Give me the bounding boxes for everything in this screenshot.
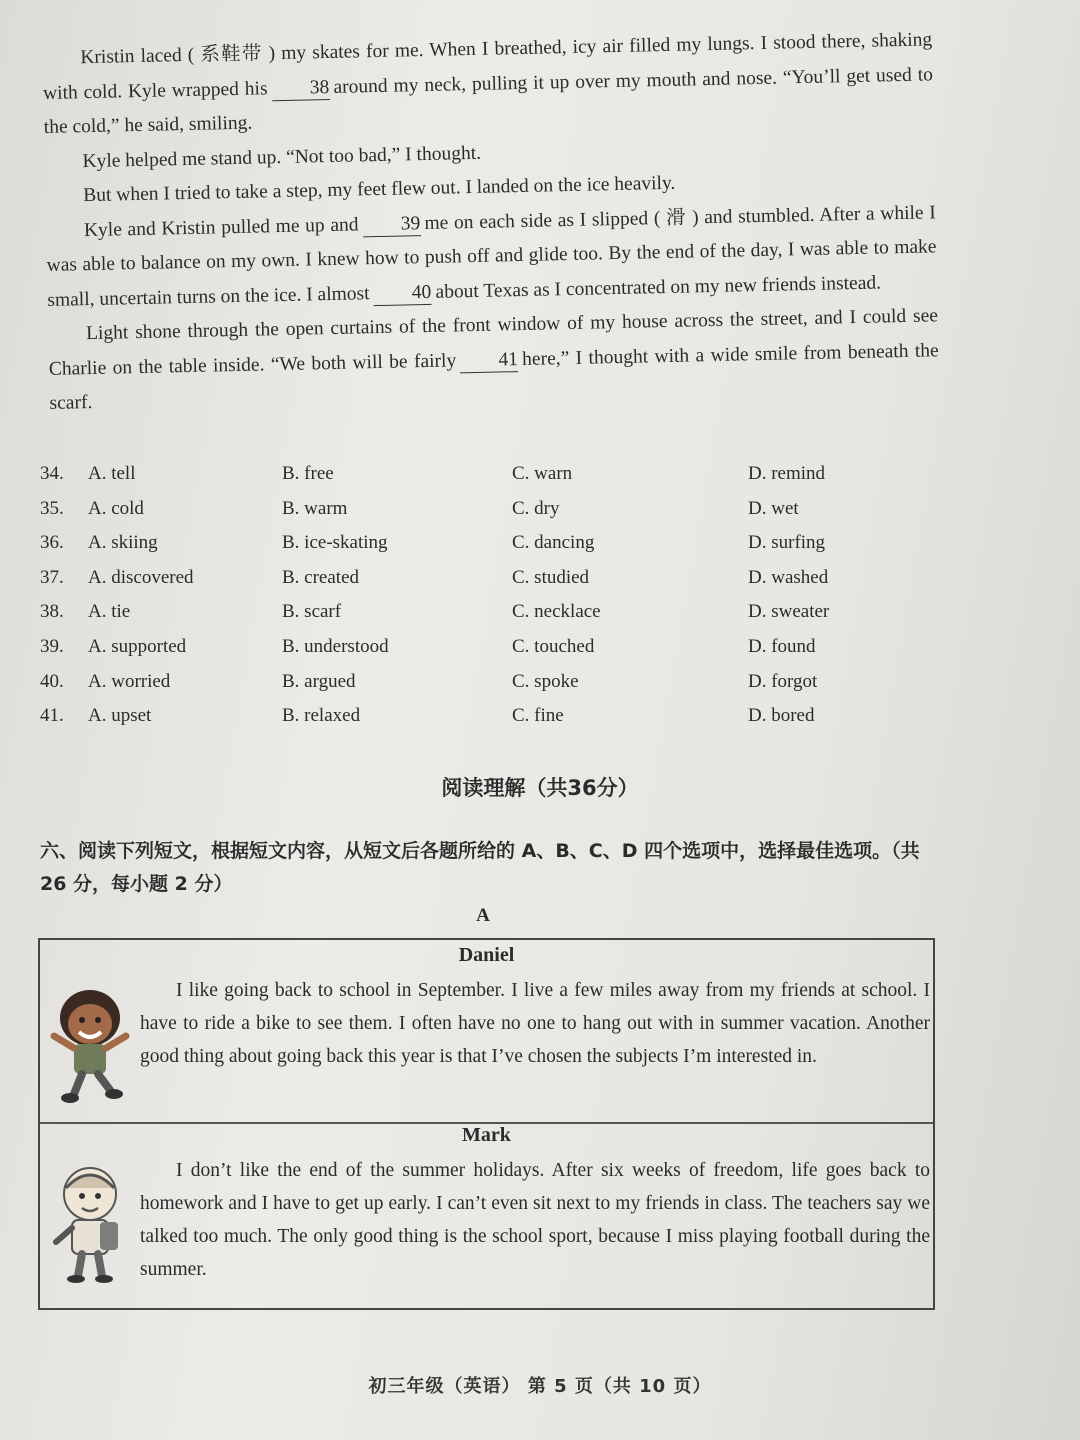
option-c[interactable]: C. warn <box>512 463 573 484</box>
option-c[interactable]: C. fine <box>512 705 564 727</box>
text-segment: Kyle helped me stand up. “Not too bad,” I thought. <box>82 142 482 172</box>
option-a[interactable]: A. discovered <box>88 566 194 588</box>
option-c[interactable]: C. dancing <box>512 532 595 554</box>
page-footer: 初三年级（英语） 第 5 页（共 10 页） <box>368 1376 712 1397</box>
option-d[interactable]: D. forgot <box>748 670 818 692</box>
passage-paragraph <box>42 23 934 145</box>
blank-41: 41 <box>460 349 518 373</box>
person-statement: I like going back to school in September. I live a few miles away from my friends at school. I have to ride a bike to see them. I often have no one to hang out with in summer vacation. Another good thing about going back this year is that I’ve chosen the subjects I’m interested in. <box>140 980 930 1067</box>
option-c[interactable]: C. touched <box>512 635 595 657</box>
boy-cartoon-icon <box>46 978 134 1104</box>
option-b[interactable]: B. free <box>282 463 334 484</box>
text-segment: me on each side as I slipped ( 滑 ) and stumbled. After a while I was able to balance on my own. I knew how to push off and glide too. By the end of the day, I was able to make small, uncertain turns on the ice. I almost <box>46 201 937 311</box>
person-name: Daniel <box>458 944 515 966</box>
question-row <box>40 636 930 671</box>
person-statement: I don’t like the end of the summer holidays. After six weeks of freedom, life goes back to homework and I have to get up early. I can’t even sit next to my friends in class. The teachers say we talked too much. The only good thing is the school sport, because I miss playing football during the summer. <box>140 1160 930 1280</box>
question-number: 38. <box>40 601 64 623</box>
option-b[interactable]: B. scarf <box>282 601 342 623</box>
question-row <box>40 498 930 533</box>
option-b[interactable]: B. understood <box>282 635 389 657</box>
option-b[interactable]: B. created <box>282 566 360 588</box>
option-c[interactable]: C. necklace <box>512 601 601 623</box>
option-a[interactable]: A. skiing <box>88 532 158 554</box>
option-a[interactable]: A. tie <box>88 601 131 623</box>
option-d[interactable]: D. bored <box>748 705 815 727</box>
blank-39: 39 <box>362 213 420 237</box>
reading-box <box>38 938 935 1310</box>
question-row <box>40 705 930 740</box>
passage-paragraph <box>46 196 938 318</box>
option-a[interactable]: A. tell <box>88 463 136 484</box>
text-segment: here,” I thought with a wide smile from beneath the scarf. <box>49 339 939 414</box>
option-b[interactable]: B. argued <box>282 670 356 692</box>
question-row <box>40 567 930 602</box>
option-a[interactable]: A. cold <box>88 497 144 519</box>
blank-38: 38 <box>271 76 329 100</box>
text-segment: Kristin laced ( 系鞋带 ) my skates for me. When I breathed, icy air filled my lungs. I stood there, shaking with cold. Kyle wrapped his <box>42 29 933 104</box>
option-b[interactable]: B. ice-skating <box>282 532 388 554</box>
question-number: 34. <box>40 463 64 484</box>
text-segment: about Texas as I concentrated on my new friends instead. <box>435 271 882 303</box>
section-instructions: 六、阅读下列短文，根据短文内容，从短文后各题所给的 A、B、C、D 四个选项中，选择最佳选项。（共 26 分，每小题 2 分） <box>40 840 920 895</box>
cloze-passage <box>42 23 940 421</box>
question-row <box>40 532 930 567</box>
question-number: 40. <box>40 670 64 692</box>
question-row <box>40 601 930 636</box>
text-segment: But when I tried to take a step, my feet flew out. I landed on the ice heavily. <box>83 172 676 207</box>
question-number: 41. <box>40 705 64 727</box>
question-row <box>40 671 930 706</box>
question-row <box>40 463 930 498</box>
option-d[interactable]: D. wet <box>748 497 799 519</box>
option-d[interactable]: D. remind <box>748 463 826 484</box>
option-a[interactable]: A. upset <box>88 705 152 727</box>
text-segment: Light shone through the open curtains of the front window of my house across the street, and I could see Charlie on the table inside. “We both will be fairly <box>48 305 939 380</box>
option-b[interactable]: B. relaxed <box>282 705 361 727</box>
option-a[interactable]: A. supported <box>88 635 187 657</box>
option-c[interactable]: C. spoke <box>512 670 579 692</box>
option-d[interactable]: D. surfing <box>748 532 826 554</box>
part-label: A <box>476 905 490 926</box>
answer-options <box>40 463 930 740</box>
boy-with-backpack-icon <box>46 1158 134 1284</box>
person-name: Mark <box>462 1124 511 1146</box>
question-number: 37. <box>40 566 64 588</box>
option-a[interactable]: A. worried <box>88 670 171 692</box>
option-c[interactable]: C. studied <box>512 566 590 588</box>
question-number: 35. <box>40 497 64 519</box>
option-d[interactable]: D. sweater <box>748 601 830 623</box>
option-d[interactable]: D. found <box>748 635 816 657</box>
text-segment: Kyle and Kristin pulled me up and <box>83 213 359 241</box>
option-d[interactable]: D. washed <box>748 566 829 588</box>
section-title: 阅读理解（共36分） <box>441 776 639 800</box>
text-segment: around my neck, pulling it up over my mouth and nose. “You’ll get used to the cold,” he said, smiling. <box>43 63 934 138</box>
passage-paragraph <box>48 299 940 421</box>
blank-40: 40 <box>373 281 431 305</box>
option-b[interactable]: B. warm <box>282 497 348 519</box>
question-number: 36. <box>40 532 64 554</box>
question-number: 39. <box>40 635 64 657</box>
option-c[interactable]: C. dry <box>512 497 560 519</box>
